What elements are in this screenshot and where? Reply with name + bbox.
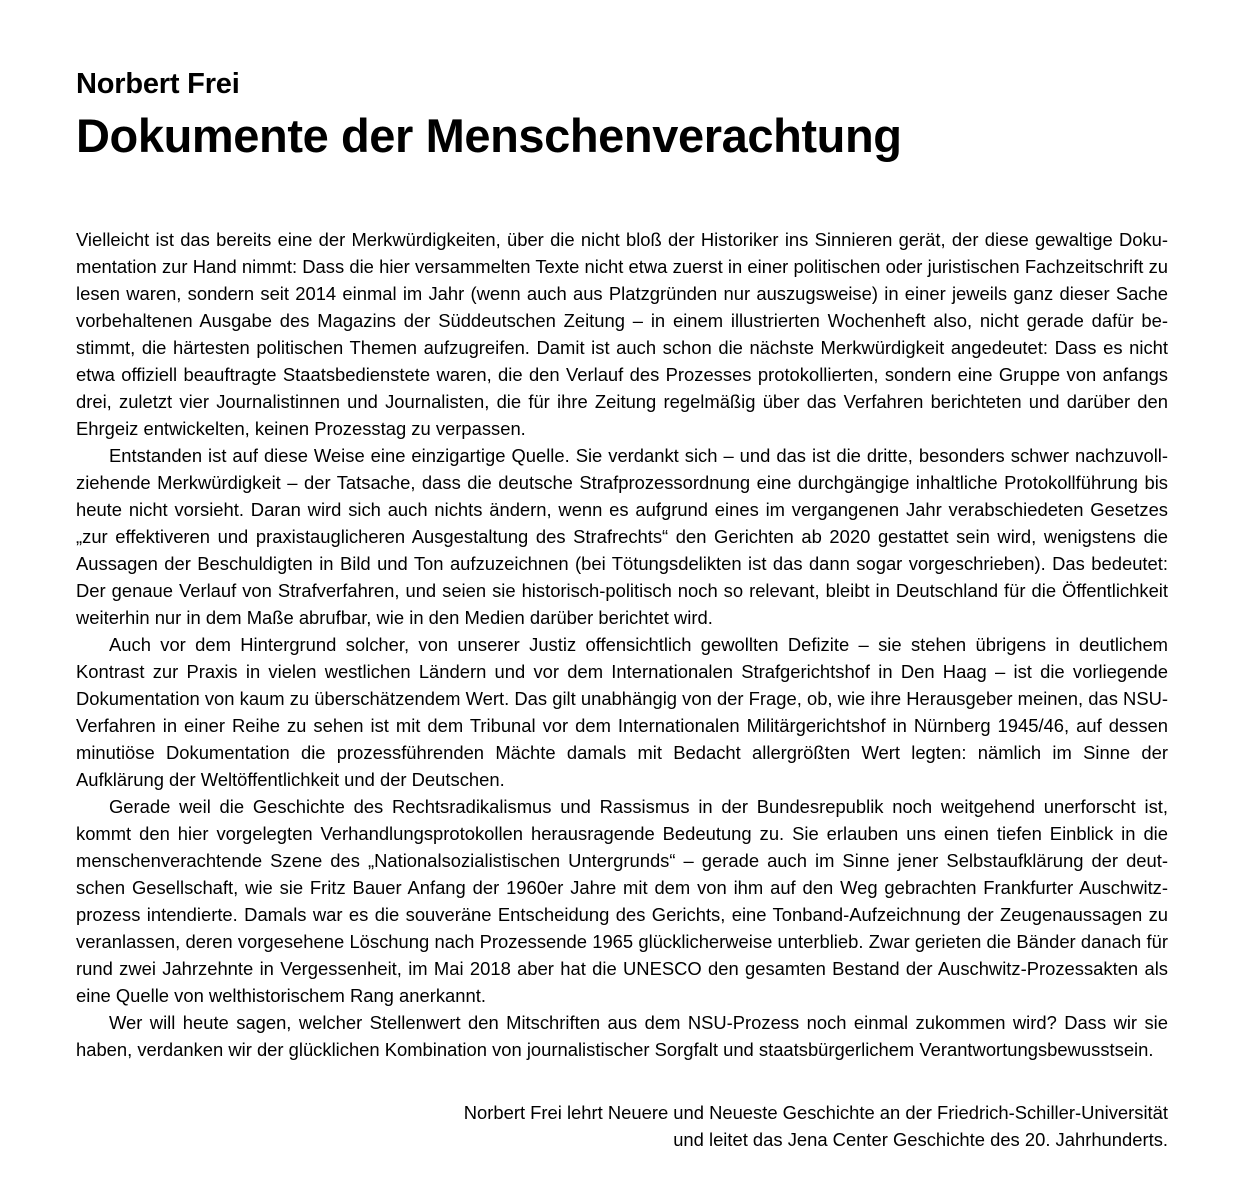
author-bio-line-2: und leitet das Jena Center Geschichte des 20. Jahrhunderts. [673,1129,1168,1150]
author-name: Norbert Frei [76,68,240,100]
author-bio [464,1099,1168,1153]
author-bio-line-1: Norbert Frei lehrt Neuere und Neueste Geschichte an der Friedrich-Schiller-Universität [463,1102,1168,1123]
paragraph-3: Auch vor dem Hintergrund solcher, von unserer Justiz offensichtlich gewollten Defizite – sie stehen übrigens in deutlichem Kontrast zur Praxis in vielen westlichen Ländern und vor dem Internationalen Strafgerichtshof in Den Haag – ist die vorliegende Dokumentation von kaum zu überschätzendem Wert. Das gilt unabhängig von der Frage, ob, wie ihre Herausgeber meinen, das NSU-Verfahren in einer Reihe zu sehen ist mit dem Tribunal vor dem Internationalen Militärgerichtshof in Nürnberg 1945/46, auf dessen minutiöse Dokumentation die prozessführenden Mächte damals mit Bedacht allergrößten Wert legten: nämlich im Sinne der Aufklärung der Weltöffentlichkeit und der Deutschen. [76,634,1168,790]
document-page [76,64,1168,1063]
paragraph-4: Gerade weil die Geschichte des Rechtsradikalismus und Rassismus in der Bundesrepublik noch weitgehend unerforscht ist, kommt den hier vorgelegten Verhandlungsprotokollen herausragende Bedeutung zu. Sie erlauben uns einen tiefen Einblick in die menschenverachtende Szene des „Nationalsozialistischen Untergrunds“ – gerade auch im Sinne jener Selbstaufklärung der deutschen Gesellschaft, wie sie Fritz Bauer Anfang der 1960er Jahre mit dem von ihm auf den Weg gebrachten Frankfurter Auschwitzprozess intendierte. Damals war es die souveräne Entscheidung des Gerichts, eine Tonband-Aufzeichnung der Zeugenaussagen zu veranlassen, deren vorgesehene Löschung nach Prozessende 1965 glücklicherweise unterblieb. Zwar gerieten die Bänder danach für rund zwei Jahrzehnte in Vergessenheit, im Mai 2018 aber hat die UNESCO den gesamten Bestand der Auschwitz-Prozessakten als eine Quelle von welthistorischem Rang anerkannt. [76,796,1168,1006]
article-body [76,226,1168,1063]
paragraph-5: Wer will heute sagen, welcher Stellenwert den Mitschriften aus dem NSU-Prozess noch einmal zukommen wird? Dass wir sie haben, verdanken wir der glücklichen Kombination von journalistischer Sorgfalt und staatsbürgerlichem Verantwortungsbewusstsein. [76,1012,1168,1060]
page-title: Dokumente der Menschenverachtung [76,109,902,162]
paragraph-2: Entstanden ist auf diese Weise eine einzigartige Quelle. Sie verdankt sich – und das ist die dritte, besonders schwer nachzuvollziehende Merkwürdigkeit – der Tatsache, dass die deutsche Strafprozessordnung eine durchgängige inhaltliche Protokollführung bis heute nicht vorsieht. Daran wird sich auch nichts ändern, wenn es aufgrund eines im vergangenen Jahr verabschiedeten Gesetzes „zur effektiveren und praxistauglicheren Ausgestaltung des Strafrechts“ den Gerichten ab 2020 gestattet sein wird, wenigstens die Aussagen der Beschuldigten in Bild und Ton aufzuzeichnen (bei Tötungsdelikten ist das dann sogar vorgeschrieben). Das bedeutet: Der genaue Verlauf von Strafverfahren, und seien sie historisch-politisch noch so relevant, bleibt in Deutschland für die Öffentlichkeit weiterhin nur in dem Maße abrufbar, wie in den Medien darüber berichtet wird. [76,445,1168,628]
paragraph-1: Vielleicht ist das bereits eine der Merkwürdigkeiten, über die nicht bloß der Historiker ins Sinnieren gerät, der diese gewaltige Dokumentation zur Hand nimmt: Dass die hier versammelten Texte nicht etwa zuerst in einer politischen oder juristischen Fachzeitschrift zu lesen waren, sondern seit 2014 einmal im Jahr (wenn auch aus Platzgründen nur auszugsweise) in einer jeweils ganz dieser Sache vorbehaltenen Ausgabe des Magazins der Süddeutschen Zeitung – in einem illustrierten Wochenheft also, nicht gerade dafür bestimmt, die härtesten politischen Themen aufzugreifen. Damit ist auch schon die nächste Merkwürdigkeit angedeutet: Dass es nicht etwa offiziell beauftragte Staatsbedienstete waren, die den Verlauf des Prozesses protokollierten, sondern eine Gruppe von anfangs drei, zuletzt vier Journalistinnen und Journalisten, die für ihre Zeitung regelmäßig über das Verfahren berichteten und darüber den Ehrgeiz entwickelten, keinen Prozesstag zu verpassen. [76,229,1168,439]
